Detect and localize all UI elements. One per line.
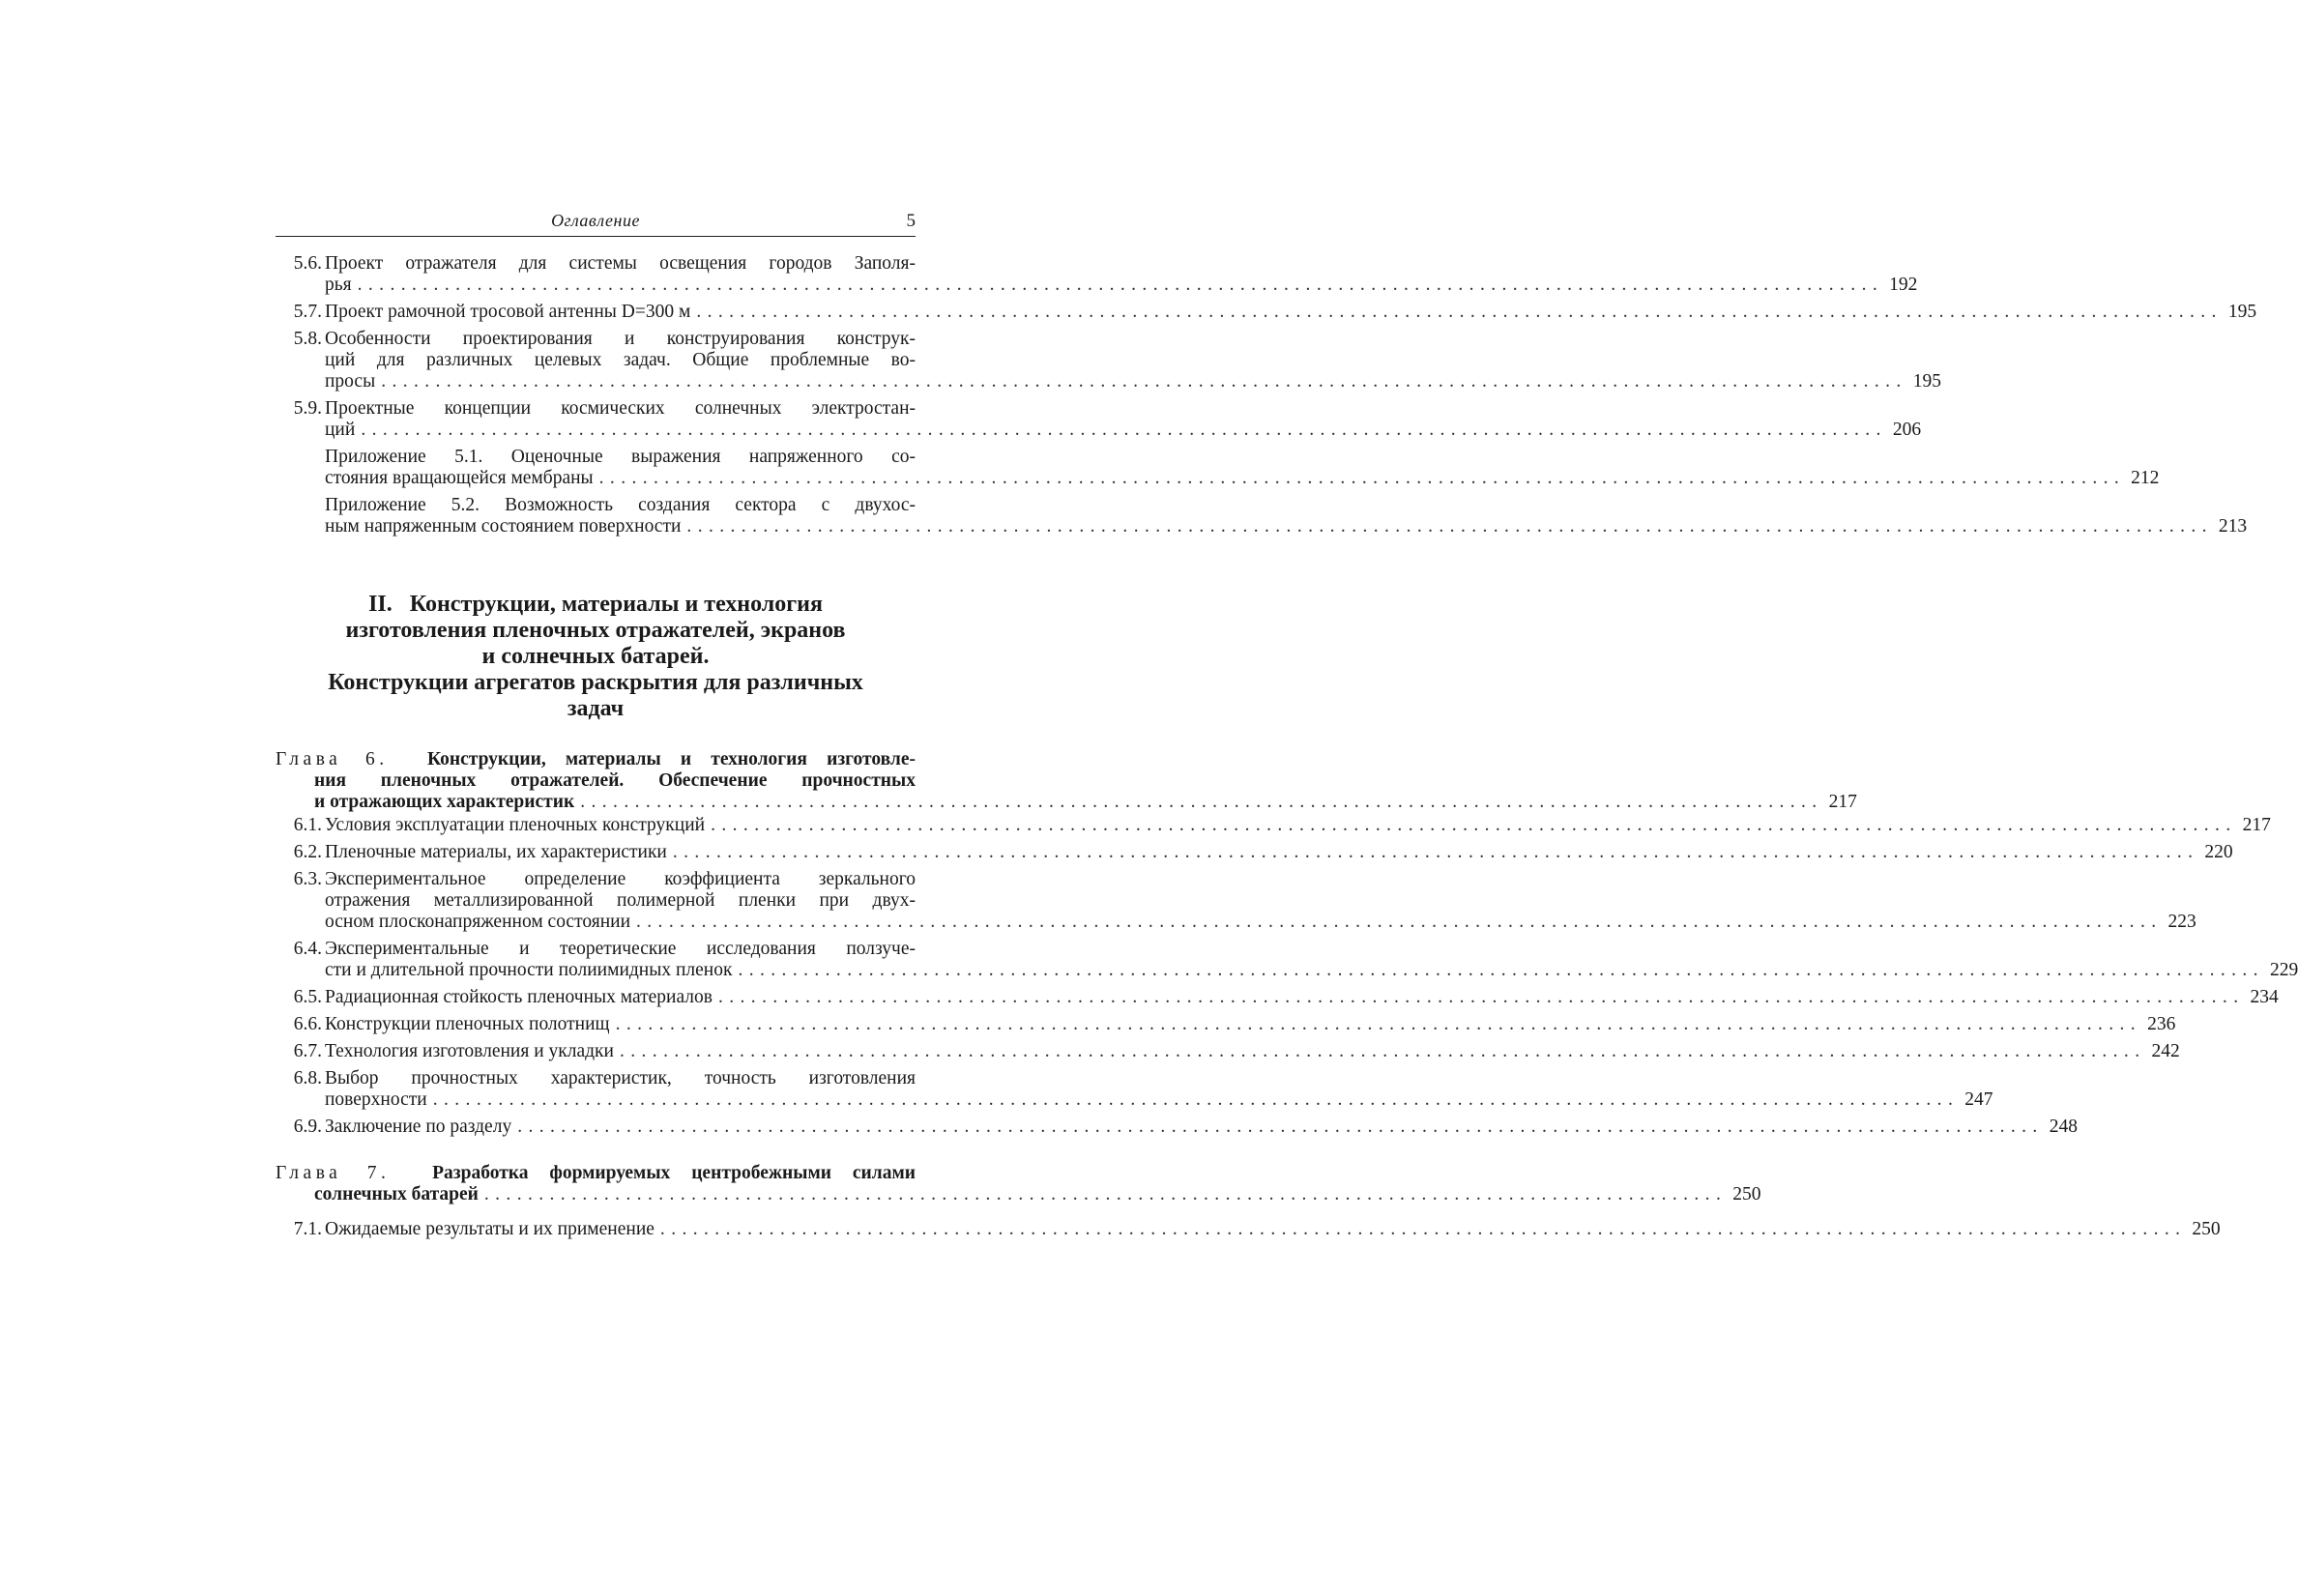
toc-entry[interactable]	[276, 447, 2160, 489]
toc-entry-number: 6.5.	[293, 987, 322, 1007]
toc-entry-number: 6.7.	[293, 1041, 322, 1061]
toc-entry[interactable]	[276, 987, 2279, 1008]
dot-leader: ............................................................................................................................................	[619, 1041, 2146, 1061]
dot-leader: ............................................................................................................................................	[361, 420, 1887, 440]
toc-entry-text: осном плосконапряженном состоянии	[325, 912, 630, 932]
toc-entry-text: Экспериментальное определение коэффициента зеркального	[325, 869, 916, 889]
dot-leader: ............................................................................................................................................	[598, 468, 2126, 488]
chapter-7-title-line-2: солнечных батарей	[314, 1184, 479, 1204]
toc-entry-text: Ожидаемые результаты и их применение	[325, 1219, 654, 1239]
toc-entry-text: Конструкции пленочных полотнищ	[325, 1014, 610, 1034]
chapter-7-title-line-1: Разработка формируемых центробежными силами	[432, 1163, 916, 1183]
running-title: Оглавление	[551, 211, 640, 230]
toc-section-5	[276, 253, 2257, 537]
toc-entry[interactable]	[276, 869, 2196, 933]
dot-leader: ............................................................................................................................................	[672, 842, 2199, 862]
chapter-6-title-line-2: ния пленочных отражателей. Обеспечение прочностных	[314, 770, 916, 791]
toc-entry-text: поверхности	[325, 1089, 427, 1110]
toc-entry-number: 5.6.	[293, 253, 322, 274]
toc-entry-page: 248	[2049, 1117, 2078, 1137]
dot-leader: ............................................................................................................................................	[659, 1219, 2187, 1239]
part-title-line-4: Конструкции агрегатов раскрытия для различных	[328, 670, 863, 695]
toc-entry-text: Экспериментальные и теоретические исследования ползуче-	[325, 939, 916, 959]
toc-entry-text: сти и длительной прочности полиимидных пленок	[325, 960, 733, 980]
toc-entry-text: Пленочные материалы, их характеристики	[325, 842, 667, 862]
dot-leader: ............................................................................................................................................	[357, 275, 1884, 295]
toc-entry-text: Выбор прочностных характеристик, точность изготовления	[325, 1068, 916, 1088]
toc-entry[interactable]	[276, 1219, 2221, 1240]
toc-entry-text: Радиационная стойкость пленочных материалов	[325, 987, 713, 1007]
toc-entry[interactable]	[276, 495, 2248, 537]
dot-leader: ............................................................................................................................................	[381, 371, 1907, 392]
toc-entry-number: 6.2.	[293, 842, 322, 862]
toc-entry-text: Особенности проектирования и конструирования конструк-	[325, 329, 916, 349]
dot-leader: ............................................................................................................................................	[686, 516, 2213, 537]
part-title-line-1: Конструкции, материалы и технология	[409, 592, 823, 617]
toc-entry[interactable]	[276, 815, 2271, 836]
toc-entry[interactable]	[276, 329, 1941, 392]
toc-entry-page: 213	[2218, 516, 2248, 537]
toc-entry-number: 7.1.	[293, 1219, 322, 1239]
toc-entry[interactable]	[276, 842, 2233, 863]
page-number: 5	[906, 211, 916, 231]
toc-entry-number: 6.9.	[293, 1117, 322, 1137]
toc-entry-number: 6.6.	[293, 1014, 322, 1034]
toc-entry-text: рья	[325, 275, 352, 295]
dot-leader: ..................................................................................................................	[580, 792, 1823, 812]
toc-section-6	[276, 815, 2298, 1138]
toc-entry[interactable]	[276, 398, 1922, 441]
dot-leader: ............................................................................................................................................	[432, 1089, 1960, 1110]
toc-entry-number: 6.1.	[293, 815, 322, 835]
toc-entry-text: Приложение 5.2. Возможность создания сектора с двухос-	[325, 495, 916, 515]
chapter-6-page: 217	[1828, 792, 1857, 812]
chapter-7-label: Глава 7.	[276, 1163, 391, 1183]
chapter-6-title-line-3: и отражающих характеристик	[314, 792, 575, 812]
toc-entry-text: Проект рамочной тросовой антенны D=300 м	[325, 302, 691, 322]
dot-leader: ............................................................................................................................................	[738, 960, 2264, 980]
toc-entry-page: 236	[2147, 1014, 2176, 1034]
toc-entry[interactable]	[276, 253, 1918, 296]
toc-entry-number: 5.9.	[293, 398, 322, 419]
toc-entry-text: Условия эксплуатации пленочных конструкций	[325, 815, 706, 835]
toc-section-7	[276, 1219, 2221, 1240]
toc-entry-page: 206	[1892, 420, 1922, 440]
toc-entry-page: 192	[1889, 275, 1918, 295]
toc-entry[interactable]	[276, 1068, 1993, 1111]
toc-entry-page: 234	[2250, 987, 2279, 1007]
dot-leader: ..................................................................................................................	[483, 1184, 1728, 1204]
toc-entry-number: 6.3.	[293, 869, 322, 889]
toc-entry-number: 5.8.	[293, 329, 322, 349]
dot-leader: ............................................................................................................................................	[615, 1014, 2142, 1034]
part-title-line-3: и солнечных батарей.	[481, 644, 710, 669]
toc-entry-number: 5.7.	[293, 302, 322, 322]
toc-entry-text: Проектные концепции космических солнечных электростан-	[325, 398, 916, 419]
toc-entry-page: 229	[2269, 960, 2298, 980]
toc-entry[interactable]	[276, 1117, 2078, 1138]
toc-entry-text: ций	[325, 420, 356, 440]
toc-entry-text: стояния вращающейся мембраны	[325, 468, 594, 488]
toc-entry-text: отражения металлизированной полимерной пленки при двух-	[325, 890, 916, 911]
toc-entry-text: ций для различных целевых задач. Общие проблемные во-	[325, 350, 916, 370]
part-title-line-2: изготовления пленочных отражателей, экранов	[345, 618, 846, 643]
toc-entry-text: Проект отражателя для системы освещения городов Заполя-	[325, 253, 916, 274]
toc-entry[interactable]	[276, 302, 2257, 323]
toc-entry-page: 242	[2151, 1041, 2180, 1061]
dot-leader: ............................................................................................................................................	[711, 815, 2237, 835]
part-title-line-5: задач	[567, 696, 625, 721]
toc-entry[interactable]	[276, 939, 2298, 981]
dot-leader: ............................................................................................................................................	[696, 302, 2223, 322]
chapter-7-page: 250	[1732, 1184, 1761, 1204]
running-header	[276, 211, 916, 237]
toc-entry-page: 223	[2167, 912, 2196, 932]
toc-entry-number: 6.8.	[293, 1068, 322, 1088]
toc-entry[interactable]	[276, 1041, 2180, 1062]
toc-entry-page: 212	[2131, 468, 2160, 488]
toc-entry-number: 6.4.	[293, 939, 322, 959]
toc-entry-page: 247	[1964, 1089, 1993, 1110]
part-number: II.	[368, 592, 393, 617]
toc-entry[interactable]	[276, 1014, 2176, 1035]
chapter-6-entry[interactable]	[276, 749, 1857, 813]
toc-entry-text: Приложение 5.1. Оценочные выражения напряженного со-	[325, 447, 916, 467]
part-heading	[276, 592, 916, 722]
dot-leader: ............................................................................................................................................	[636, 912, 2163, 932]
toc-entry-page: 195	[1912, 371, 1941, 392]
chapter-7-entry[interactable]	[276, 1163, 1761, 1205]
toc-entry-page: 217	[2242, 815, 2271, 835]
dot-leader: ............................................................................................................................................	[517, 1117, 2044, 1137]
chapter-6-title-line-1: Конструкции, материалы и технология изготовле-	[426, 749, 916, 769]
toc-entry-page: 220	[2204, 842, 2233, 862]
toc-entry-text: Заключение по разделу	[325, 1117, 512, 1137]
toc-entry-text: ным напряженным состоянием поверхности	[325, 516, 682, 537]
toc-entry-text: просы	[325, 371, 376, 392]
chapter-6-label: Глава 6.	[276, 749, 389, 769]
toc-entry-text: Технология изготовления и укладки	[325, 1041, 614, 1061]
toc-entry-page: 195	[2227, 302, 2257, 322]
toc-entry-page: 250	[2192, 1219, 2221, 1239]
dot-leader: ............................................................................................................................................	[717, 987, 2245, 1007]
